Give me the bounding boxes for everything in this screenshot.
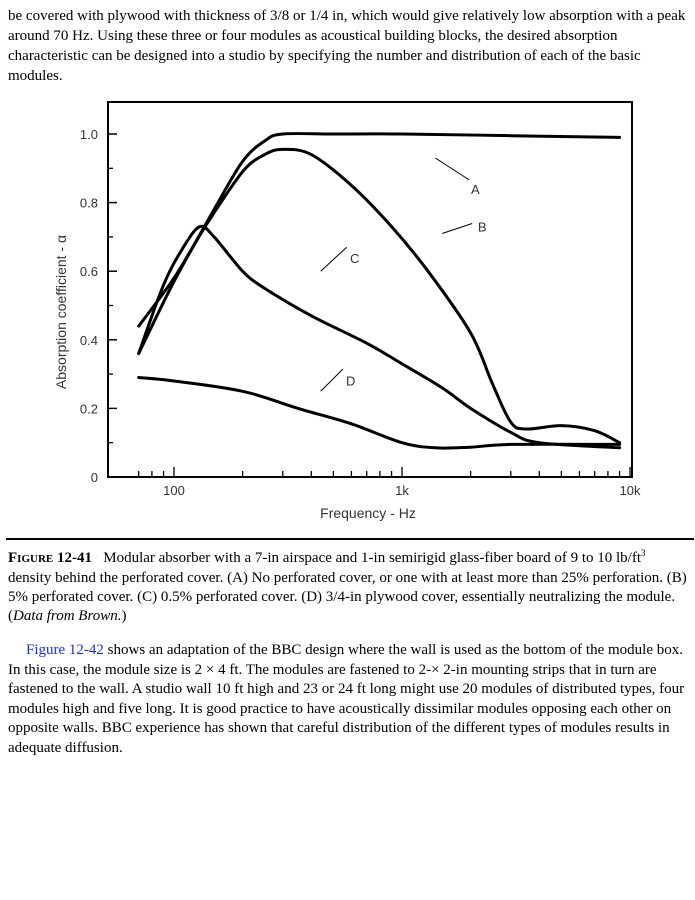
caption-superscript: 3 xyxy=(641,548,646,558)
x-axis-title: Frequency - Hz xyxy=(320,505,416,521)
curve-c xyxy=(139,226,620,448)
curve-label-c: C xyxy=(350,251,360,267)
bottom-paragraph-text: shows an adaptation of the BBC design where the wall is used as the bottom of the module box. In this case, the module size is 2 × 4 ft. The modules are fastened to 2-× 2-in mounting strips that in turn are fastened to the wall. A studio wall 10 ft high and 23 or 24 ft long might use 20 modules of distributed types, four modules high and five long. It is good practice to have acoustically dissimilar modules opposing each other on opposite walls. BBC experience has shown that careful distribution of the different types of modules results in adequate diffusion. xyxy=(8,642,685,756)
leader-c xyxy=(321,247,347,271)
curve-d xyxy=(139,378,620,449)
figure-label-caps: IGURE xyxy=(17,553,54,565)
figure-label-number: 12-41 xyxy=(53,550,92,566)
curve-a xyxy=(139,134,620,354)
figure-12-42-link[interactable]: Figure 12-42 xyxy=(26,642,104,658)
y-axis-title: Absorption coefficient - α xyxy=(53,234,69,390)
y-tick-label: 0.2 xyxy=(79,401,98,417)
x-tick-label: 10k xyxy=(619,483,641,498)
top-paragraph: be covered with plywood with thickness of 3/8 or 1/4 in, which would give relatively low absorption with a peak around 70 Hz. Using these three or four modules as acoustical building blocks, the desired absorption characteristic can be designed into a studio by specifying the number and distribution of each of the basic modules. xyxy=(8,8,686,84)
plot-frame xyxy=(108,102,632,477)
bottom-paragraph xyxy=(8,641,692,759)
caption-text-b: density behind the perforated cover. (A) No perforated cover, or one with at least more than 25% perforation. (B) 5% perforated cover. (C) 0.5% perforated cover. (D) 3/4-in plywood cover, essentially neutralizing the module. ( xyxy=(8,570,687,624)
y-tick-label: 0.6 xyxy=(79,264,98,280)
leader-a xyxy=(435,158,469,180)
curve-label-b: B xyxy=(477,219,487,235)
caption-close: ) xyxy=(121,608,127,624)
y-tick-label: 1.0 xyxy=(79,127,98,142)
y-tick-label: 0.4 xyxy=(79,332,98,348)
y-tick-label: 0 xyxy=(90,470,98,485)
leader-d xyxy=(321,369,343,391)
figure-label xyxy=(8,550,92,566)
leader-b xyxy=(442,223,472,233)
x-tick-label: 100 xyxy=(163,483,185,498)
curve-b xyxy=(139,149,620,442)
x-tick-label: 1k xyxy=(395,483,409,498)
caption-text-a: Modular absorber with a 7-in airspace and 1-in semirigid glass-fiber board of 9 to 10 lb/ft xyxy=(103,550,642,566)
figure-caption xyxy=(8,544,692,626)
curve-label-d: D xyxy=(346,373,356,389)
y-tick-label: 0.8 xyxy=(79,195,98,211)
figure-label-initial: F xyxy=(8,550,18,566)
curve-label-a: A xyxy=(470,182,480,198)
caption-rule xyxy=(6,538,694,540)
caption-source: Data from Brown. xyxy=(13,608,122,624)
